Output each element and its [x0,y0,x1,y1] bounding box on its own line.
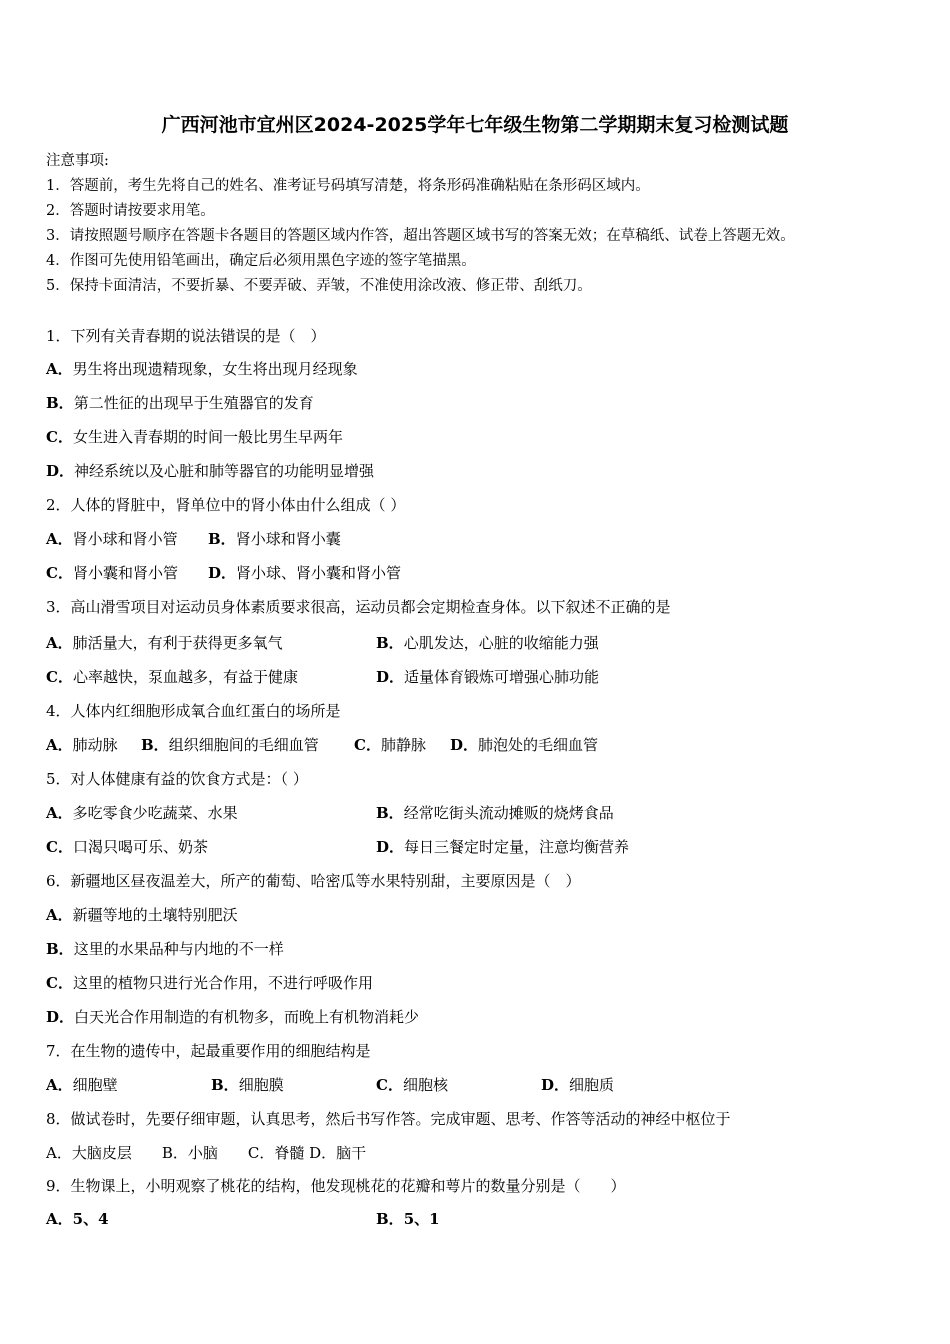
notice-heading: 注意事项: [46,153,109,169]
notice-item: 1．答题前，考生先将自己的姓名、准考证号码填写清楚，将条形码准确粘贴在条形码区域内。 [46,178,650,194]
question-1-stem: 1．下列有关青春期的说法错误的是（ ） [46,327,326,345]
question-4-stem: 4．人体内红细胞形成氧合血红蛋白的场所是 [46,702,341,720]
q3-option-c: C．心率越快，泵血越多，有益于健康 [46,668,298,686]
q1-option-c: C．女生进入青春期的时间一般比男生早两年 [46,428,343,446]
q1-option-b: B．第二性征的出现早于生殖器官的发育 [46,394,314,412]
q4-option-b: B．组织细胞间的毛细血管 [141,736,319,754]
q3-option-d: D．适量体育锻炼可增强心肺功能 [376,668,600,686]
q7-option-b: B．细胞膜 [211,1076,284,1094]
q6-option-d: D．白天光合作用制造的有机物多，而晚上有机物消耗少 [46,1008,420,1026]
q6-option-a: A．新疆等地的土壤特别肥沃 [46,906,238,924]
q4-option-d: D．肺泡处的毛细血管 [450,736,599,754]
q9-option-a: A．5、4 [46,1210,109,1228]
q6-option-b: B．这里的水果品种与内地的不一样 [46,940,284,958]
q7-option-a: A．细胞壁 [46,1076,118,1094]
q4-option-a: A．肺动脉 [46,736,118,754]
q9-option-b: B．5、1 [376,1210,440,1228]
question-6-stem: 6．新疆地区昼夜温差大，所产的葡萄、哈密瓜等水果特别甜，主要原因是（ ） [46,872,581,890]
question-7-stem: 7．在生物的遗传中，起最重要作用的细胞结构是 [46,1042,371,1060]
q5-option-b: B．经常吃街头流动摊贩的烧烤食品 [376,804,614,822]
q4-option-c: C．肺静脉 [354,736,426,754]
q7-option-c: C．细胞核 [376,1076,448,1094]
question-5-stem: 5．对人体健康有益的饮食方式是：（ ） [46,770,308,788]
q3-option-b: B．心肌发达，心脏的收缩能力强 [376,634,599,652]
q2-option-b: B．肾小球和肾小囊 [208,530,341,548]
q2-option-a: A．肾小球和肾小管 [46,530,178,548]
q6-option-c: C．这里的植物只进行光合作用，不进行呼吸作用 [46,974,373,992]
q2-option-c: C．肾小囊和肾小管 [46,564,178,582]
question-3-stem: 3．高山滑雪项目对运动员身体素质要求很高，运动员都会定期检查身体。以下叙述不正确的是 [46,598,671,616]
q8-options-line: A．大脑皮层 B．小脑 C．脊髓 D．脑干 [46,1144,367,1162]
question-8-stem: 8．做试卷时，先要仔细审题，认真思考，然后书写作答。完成审题、思考、作答等活动的神经中枢位于 [46,1110,731,1128]
notice-item: 4．作图可先使用铅笔画出，确定后必须用黑色字迹的签字笔描黑。 [46,253,476,269]
q2-option-d: D．肾小球、肾小囊和肾小管 [208,564,402,582]
q1-option-a: A．男生将出现遗精现象，女生将出现月经现象 [46,360,358,378]
notice-item: 3．请按照题号顺序在答题卡各题目的答题区域内作答，超出答题区域书写的答案无效；在草稿纸、试卷上答题无效。 [46,228,795,244]
q5-option-a: A．多吃零食少吃蔬菜、水果 [46,804,238,822]
q5-option-d: D．每日三餐定时定量，注意均衡营养 [376,838,630,856]
q5-option-c: C．口渴只喝可乐、奶茶 [46,838,208,856]
q1-option-d: D．神经系统以及心脏和肺等器官的功能明显增强 [46,462,375,480]
notice-item: 2．答题时请按要求用笔。 [46,203,215,219]
notice-item: 5．保持卡面清洁，不要折暴、不要弄破、弄皱，不准使用涂改液、修正带、刮纸刀。 [46,278,592,294]
q7-option-d: D．细胞质 [541,1076,615,1094]
exam-title: 广西河池市宜州区2024-2025学年七年级生物第二学期期末复习检测试题 [161,114,789,136]
question-2-stem: 2．人体的肾脏中，肾单位中的肾小体由什么组成（ ） [46,496,406,514]
question-9-stem: 9．生物课上，小明观察了桃花的结构，他发现桃花的花瓣和萼片的数量分别是（ ） [46,1177,626,1195]
q3-option-a: A．肺活量大，有利于获得更多氧气 [46,634,283,652]
